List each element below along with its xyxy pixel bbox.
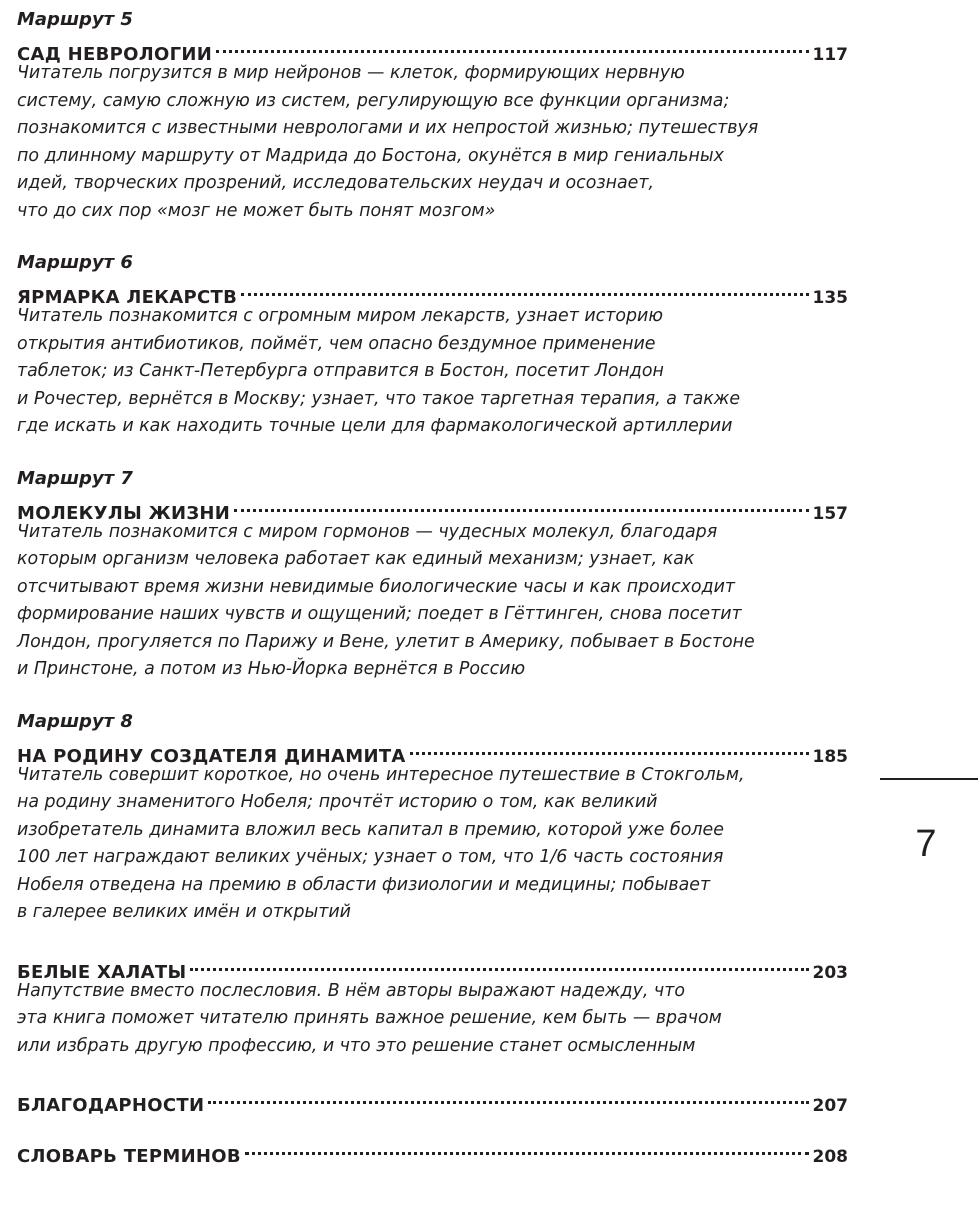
description-line: отсчитывают время жизни невидимые биологические часы и как происходит [17, 576, 736, 597]
dot-leader [234, 492, 808, 519]
dot-leader [216, 33, 808, 60]
description-line: эта книга поможет читателю принять важное решение, кем быть — врачом [17, 1008, 722, 1028]
description-line: Нобеля отведена на премию в области физиологии и медицины; побывает [17, 874, 711, 895]
toc-title-row[interactable] [17, 1135, 848, 1167]
description-line: на родину знаменитого Нобеля; прочтёт историю о том, как великий [17, 792, 658, 812]
description-line: в галерее великих имён и открытий [17, 902, 351, 922]
description-line: где искать и как находить точные цели для фармакологической артиллерии [17, 416, 733, 436]
route-label: Маршрут 5 [17, 9, 133, 30]
description-line: Читатель совершит короткое, но очень интересное путешествие в Стокгольм, [17, 764, 745, 785]
description-line: изобретатель динамита вложил весь капитал в премию, которой уже более [17, 819, 724, 840]
dot-leader [190, 951, 808, 978]
description-line: или избрать другую профессию, и что это решение станет осмысленным [17, 1035, 696, 1056]
description-line: Читатель познакомится с миром гормонов — чудесных молекул, благодаря [17, 521, 718, 542]
folio-rule [880, 778, 978, 780]
page-number: 117 [812, 45, 848, 65]
toc-entry-route-6 [17, 249, 848, 441]
description-line: что до сих пор «мозг не может быть понят мозгом» [17, 200, 496, 221]
page-number: 185 [812, 746, 848, 767]
description-line: познакомится с известными неврологами и их непростой жизнью; путешествуя [17, 118, 759, 138]
chapter-title: СЛОВАРЬ ТЕРМИНОВ [17, 1146, 241, 1167]
page-number: 135 [812, 288, 848, 308]
chapter-title: БЛАГОДАРНОСТИ [17, 1095, 205, 1116]
toc-entry-route-5 [17, 6, 848, 225]
description-line: которым организм человека работает как единый механизм; узнает, как [17, 549, 695, 569]
table-of-contents [17, 6, 848, 1186]
description-line: идей, творческих прозрений, исследовательских неудач и осознает, [17, 173, 655, 193]
chapter-title: ЯРМАРКА ЛЕКАРСТВ [17, 287, 238, 308]
toc-title-row[interactable] [17, 276, 848, 308]
dot-leader [410, 735, 809, 762]
route-label: Маршрут 7 [17, 467, 133, 489]
description-line: Читатель погрузится в мир нейронов — клеток, формирующих нервную [17, 63, 685, 83]
chapter-description [17, 519, 848, 684]
page-number: 207 [812, 1096, 848, 1116]
toc-entry-glossary [17, 1135, 848, 1167]
dot-leader [208, 1084, 808, 1111]
toc-title-row[interactable] [17, 735, 848, 767]
toc-title-row[interactable] [17, 951, 848, 983]
description-line: по длинному маршруту от Мадрида до Бостона, окунётся в мир гениальных [17, 145, 724, 166]
chapter-title: МОЛЕКУЛЫ ЖИЗНИ [17, 502, 231, 524]
description-line: формирование наших чувств и ощущений; поедет в Гёттинген, снова посетит [17, 604, 742, 624]
chapter-description [17, 978, 848, 1061]
toc-entry-white-coats [17, 951, 848, 1061]
chapter-title: САД НЕВРОЛОГИИ [17, 44, 213, 65]
route-label: Маршрут 6 [17, 252, 133, 273]
description-line: Лондон, прогуляется по Парижу и Вене, улетит в Америку, побывает в Бостоне [17, 631, 755, 652]
toc-entry-route-8 [17, 708, 848, 927]
chapter-description [17, 303, 848, 441]
description-line: систему, самую сложную из систем, регулирующую все функции организма; [17, 90, 730, 111]
chapter-description [17, 762, 848, 927]
dot-leader [241, 276, 808, 303]
toc-title-row[interactable] [17, 33, 848, 65]
description-line: Читатель познакомится с огромным миром лекарств, узнает историю [17, 306, 663, 326]
page-number: 157 [812, 503, 848, 524]
route-label: Маршрут 8 [17, 710, 133, 732]
description-line: открытия антибиотиков, поймёт, чем опасно бездумное применение [17, 333, 656, 354]
description-line: Напутствие вместо послесловия. В нём авторы выражают надежду, что [17, 980, 685, 1001]
toc-title-row[interactable] [17, 1084, 848, 1116]
description-line: таблеток; из Санкт-Петербурга отправится в Бостон, посетит Лондон [17, 361, 664, 381]
toc-entry-route-7 [17, 465, 848, 684]
toc-title-row[interactable] [17, 492, 848, 524]
description-line: 100 лет награждают великих учёных; узнает о том, что 1/6 часть состояния [17, 847, 724, 867]
page-number: 208 [812, 1147, 848, 1167]
dot-leader [245, 1135, 809, 1162]
toc-entry-acknowledgements [17, 1084, 848, 1116]
chapter-description [17, 60, 848, 225]
chapter-title: НА РОДИНУ СОЗДАТЕЛЯ ДИНАМИТА [17, 745, 406, 767]
description-line: и Принстоне, а потом из Нью-Йорка вернётся в Россию [17, 659, 526, 679]
page-number: 203 [812, 962, 848, 983]
description-line: и Рочестер, вернётся в Москву; узнает, что такое таргетная терапия, а также [17, 388, 741, 409]
chapter-title: БЕЛЫЕ ХАЛАТЫ [17, 961, 187, 983]
page-folio-number: 7 [915, 823, 937, 865]
